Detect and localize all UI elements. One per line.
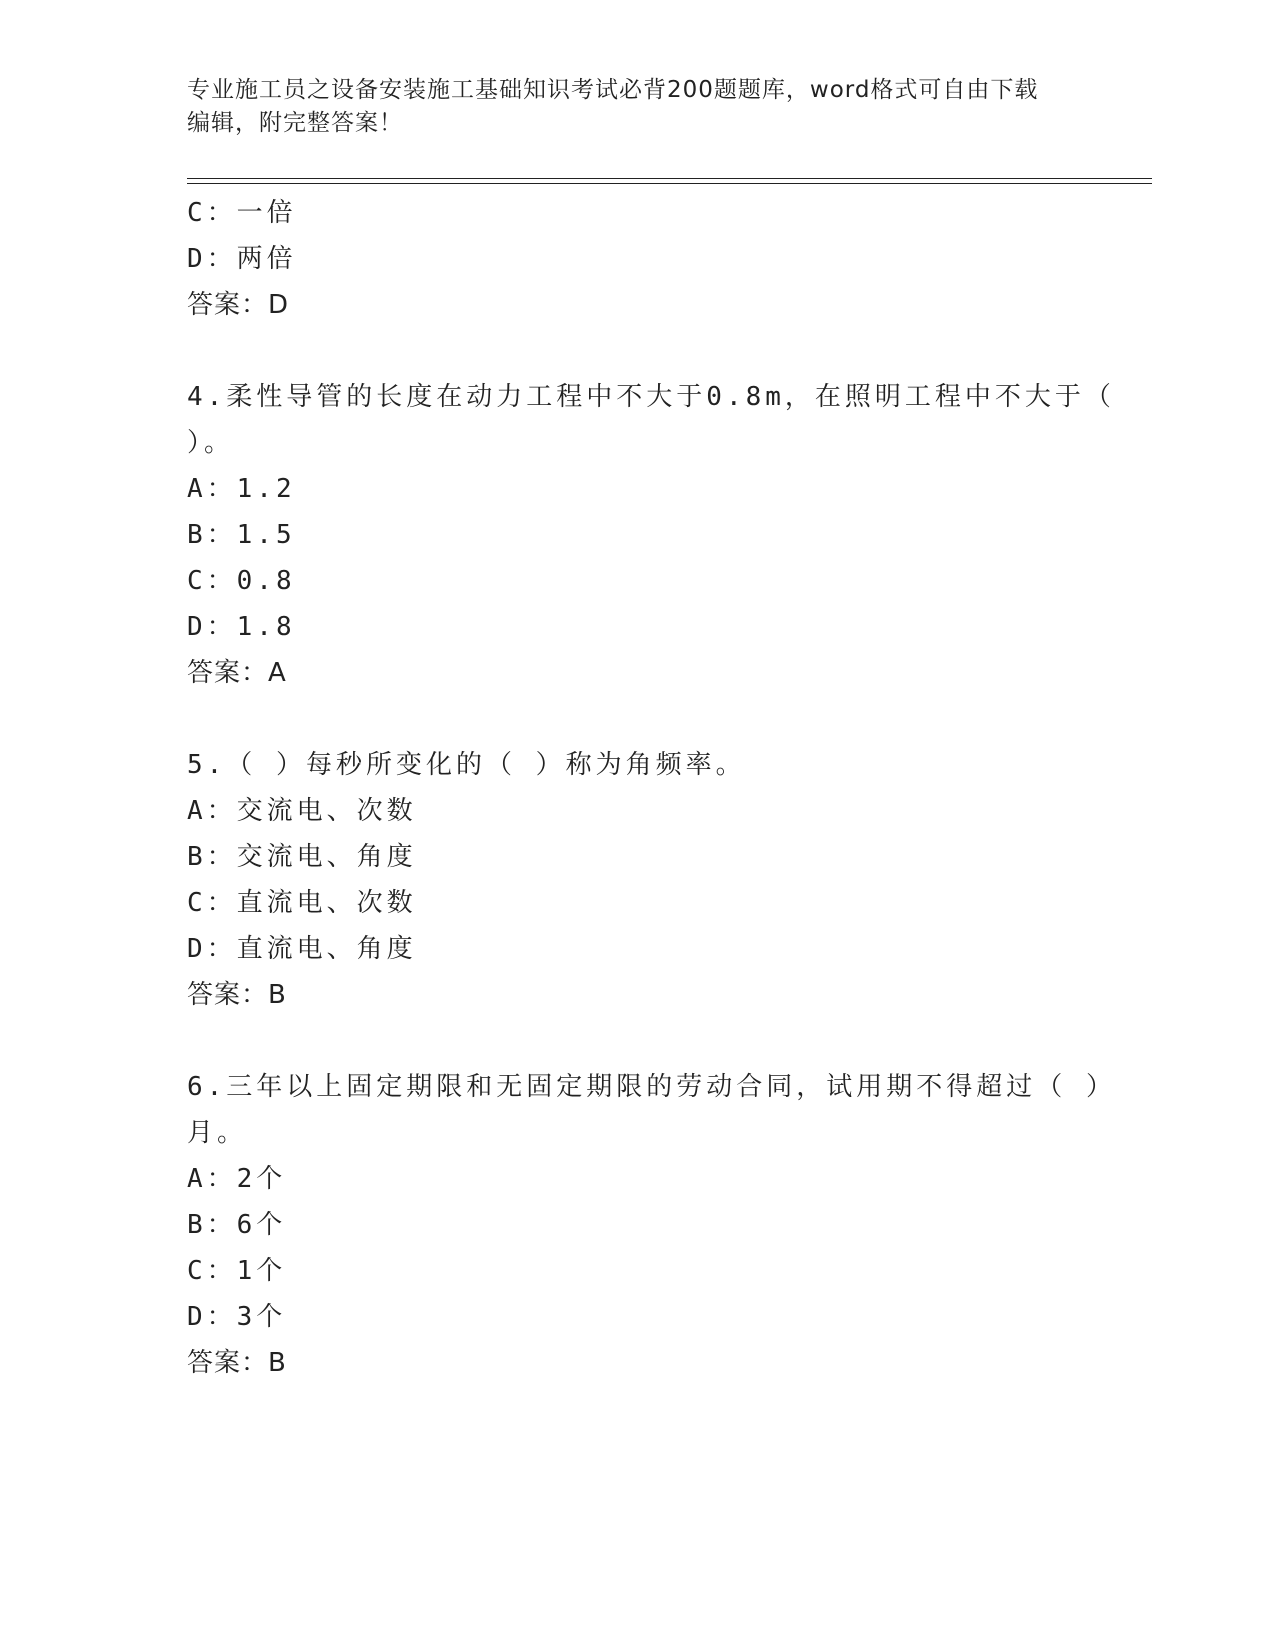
- option-c: C：1个: [187, 1256, 287, 1286]
- spacer: [187, 1018, 1067, 1064]
- question-6: [187, 1064, 1116, 1386]
- option-d: D：直流电、角度: [187, 934, 417, 964]
- question-4: [187, 374, 1115, 696]
- question-text-line-2: ）。: [187, 428, 235, 458]
- spacer: [187, 696, 1067, 742]
- question-text-line-2: 月。: [187, 1118, 248, 1148]
- option-c: C：直流电、次数: [187, 888, 417, 918]
- answer: 答案：D: [187, 290, 290, 320]
- question-text-line-1: 5.（ ）每秒所变化的（ ）称为角频率。: [187, 750, 746, 780]
- question-text-line-1: 6.三年以上固定期限和无固定期限的劳动合同，试用期不得超过（ ）: [187, 1072, 1116, 1102]
- option-c: C：一倍: [187, 198, 297, 228]
- option-b: B：1.5: [187, 520, 296, 550]
- option-a: A：1.2: [187, 474, 296, 504]
- option-b: B：6个: [187, 1210, 287, 1240]
- option-d: D：1.8: [187, 612, 296, 642]
- option-d: D：3个: [187, 1302, 287, 1332]
- header-line-2: 编辑，附完整答案！: [187, 110, 403, 136]
- answer: 答案：B: [187, 1348, 287, 1378]
- question-3: [187, 190, 1067, 328]
- header-divider-bottom: [187, 183, 1152, 184]
- option-a: A：2个: [187, 1164, 287, 1194]
- answer: 答案：A: [187, 658, 287, 688]
- question-list: [187, 190, 1116, 1386]
- spacer: [187, 328, 1067, 374]
- header-line-1: 专业施工员之设备安装施工基础知识考试必背200题题库，word格式可自由下载: [187, 77, 1039, 103]
- document-header: [187, 74, 1067, 140]
- header-divider-top: [187, 178, 1152, 179]
- answer: 答案：B: [187, 980, 287, 1010]
- option-a: A：交流电、次数: [187, 796, 417, 826]
- option-d: D：两倍: [187, 244, 297, 274]
- question-text-line-1: 4.柔性导管的长度在动力工程中不大于0.8m，在照明工程中不大于（: [187, 382, 1115, 412]
- question-5: [187, 742, 1067, 1018]
- option-c: C：0.8: [187, 566, 296, 596]
- option-b: B：交流电、角度: [187, 842, 417, 872]
